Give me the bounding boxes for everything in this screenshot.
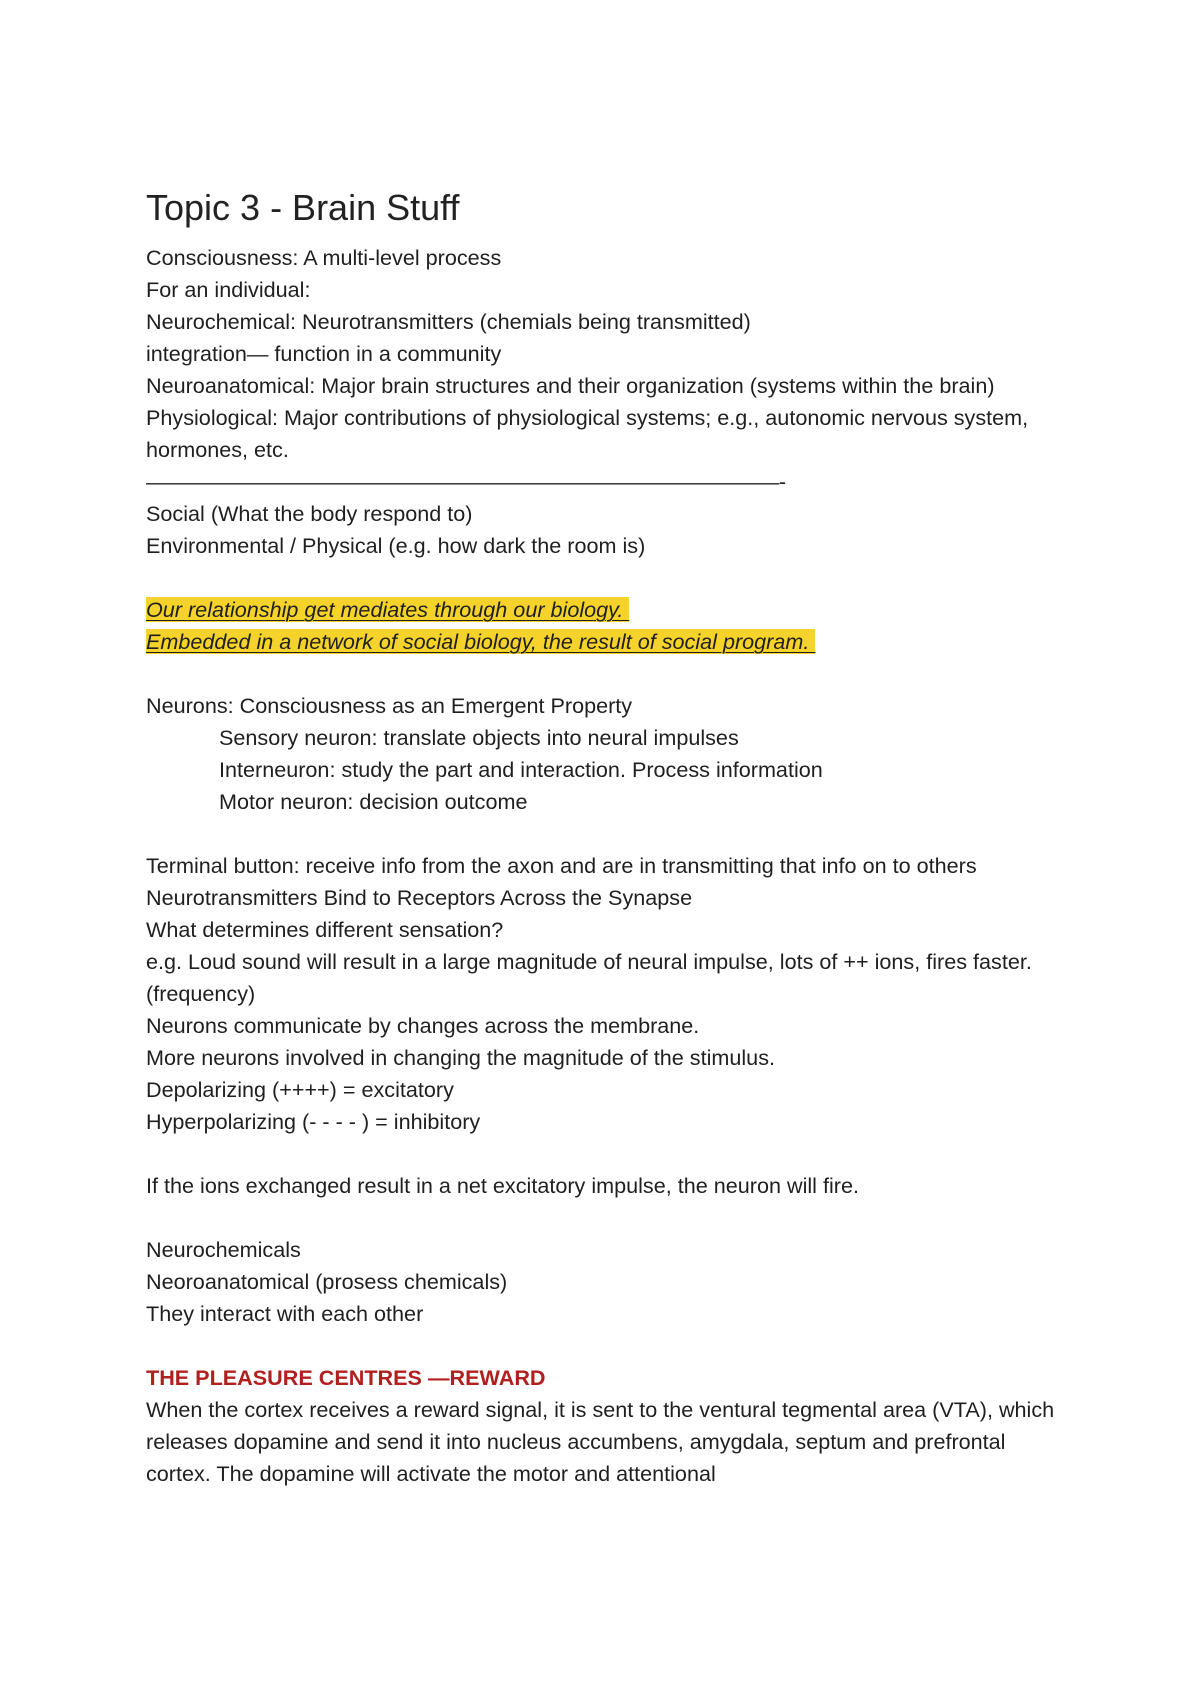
text-line: Environmental / Physical (e.g. how dark the room is) xyxy=(146,533,646,558)
highlighted-line xyxy=(146,626,1066,658)
text-line: Neurochemical: Neurotransmitters (chemials being transmitted) xyxy=(146,309,751,334)
text-line: Depolarizing (++++) = excitatory xyxy=(146,1077,454,1102)
text-line: Neuroanatomical: Major brain structures and their organization (systems within the brain) xyxy=(146,373,995,398)
interneuron-line: Interneuron: study the part and interaction. Process information xyxy=(219,757,823,782)
document-title: Topic 3 - Brain Stuff xyxy=(146,187,460,228)
text-line: They interact with each other xyxy=(146,1301,424,1326)
text-line: integration— function in a community xyxy=(146,341,502,366)
dash-divider: ——————————————————————————————- xyxy=(146,469,786,494)
text-line: What determines different sensation? xyxy=(146,917,504,942)
text-line: Physiological: Major contributions of physiological systems; e.g., autonomic nervous system, hormones, etc. xyxy=(146,405,1035,462)
blank-line xyxy=(146,1138,1066,1170)
text-line: Neoroanatomical (prosess chemicals) xyxy=(146,1269,508,1294)
text-line: Neurochemicals xyxy=(146,1237,301,1262)
text-line: Terminal button: receive info from the axon and are in transmitting that info on to others xyxy=(146,853,977,878)
blank-line xyxy=(146,658,1066,690)
text-line: Consciousness: A multi-level process xyxy=(146,245,502,270)
text-line: More neurons involved in changing the magnitude of the stimulus. xyxy=(146,1045,775,1070)
text-line: Neurotransmitters Bind to Receptors Across the Synapse xyxy=(146,885,693,910)
motor-neuron-line: Motor neuron: decision outcome xyxy=(219,789,528,814)
blank-line xyxy=(146,1330,1066,1362)
text-line: If the ions exchanged result in a net excitatory impulse, the neuron will fire. xyxy=(146,1173,859,1198)
text-line: Hyperpolarizing (- - - - ) = inhibitory xyxy=(146,1109,481,1134)
sensory-neuron-line: Sensory neuron: translate objects into neural impulses xyxy=(219,725,739,750)
blank-line xyxy=(146,818,1066,850)
highlighted-text: Our relationship get mediates through our biology. xyxy=(146,597,630,622)
text-line: Neurons communicate by changes across the membrane. xyxy=(146,1013,700,1038)
section-heading-reward: THE PLEASURE CENTRES —REWARD xyxy=(146,1365,546,1390)
document-body xyxy=(146,186,1066,1490)
highlighted-text: Embedded in a network of social biology, the result of social program. xyxy=(146,629,816,654)
reward-paragraph: When the cortex receives a reward signal, it is sent to the ventural tegmental area (VTA), which releases dopamine and send it into nucleus accumbens, amygdala, septum and prefrontal cortex. The dopamine will activate the motor and attentional xyxy=(146,1397,1061,1486)
text-line: e.g. Loud sound will result in a large magnitude of neural impulse, lots of ++ ions, fires faster. (frequency) xyxy=(146,949,1038,1006)
neurons-heading: Neurons: Consciousness as an Emergent Property xyxy=(146,693,633,718)
text-line: Social (What the body respond to) xyxy=(146,501,473,526)
text-line: For an individual: xyxy=(146,277,311,302)
blank-line xyxy=(146,1202,1066,1234)
highlighted-line xyxy=(146,594,1066,626)
blank-line xyxy=(146,562,1066,594)
